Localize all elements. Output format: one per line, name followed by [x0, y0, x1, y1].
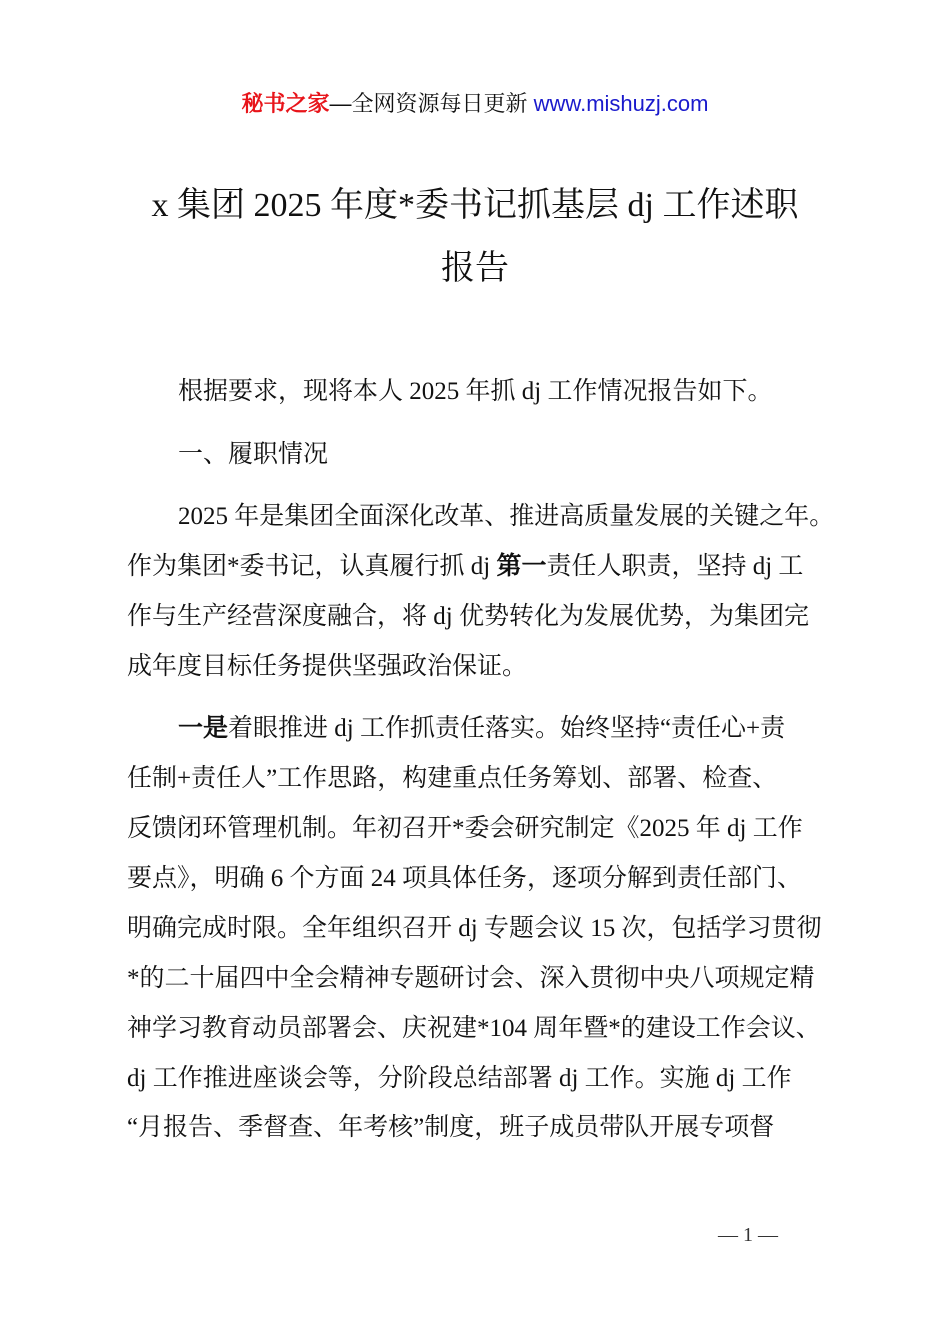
site-url: www.mishuzj.com — [533, 91, 709, 116]
text-segment: 责任人职责，坚持 dj 工 — [546, 553, 804, 580]
text-segment: 作与生产经营深度融合，将 dj 优势转化为发展优势，为集团完 — [127, 603, 809, 630]
text-segment: 神学习教育动员部署会、庆祝建*104 周年暨*的建设工作会议、 — [127, 1015, 821, 1042]
body-line — [178, 375, 772, 409]
text-segment: 要点》，明确 6 个方面 24 项具体任务，逐项分解到责任部门、 — [127, 865, 803, 892]
body-line — [127, 1062, 792, 1096]
body-line — [127, 1111, 774, 1145]
body-line — [127, 1012, 821, 1046]
body-line — [178, 438, 328, 472]
text-segment: 根据要求，现将本人 2025 年抓 dj 工作情况报告如下。 — [178, 378, 773, 405]
body-line — [178, 500, 834, 534]
bold-text: 第一 — [496, 553, 547, 580]
bold-text: 一是 — [178, 715, 229, 742]
text-segment: 成年度目标任务提供坚强政治保证。 — [127, 653, 528, 680]
document-title-line-2: 报告 — [441, 250, 509, 287]
text-segment: 作为集团*委书记，认真履行抓 dj — [127, 553, 497, 580]
body-line — [178, 712, 785, 746]
body-line — [127, 762, 777, 796]
text-segment: 反馈闭环管理机制。年初召开*委会研究制定《2025 年 dj 工作 — [127, 815, 803, 842]
text-segment: “月报告、季督查、年考核”制度，班子成员带队开展专项督 — [127, 1114, 775, 1141]
slogan: —全网资源每日更新 — [329, 91, 534, 116]
body-line — [127, 962, 815, 996]
text-segment: 2025 年是集团全面深化改革、推进高质量发展的关键之年。 — [178, 503, 835, 530]
body-line — [127, 812, 803, 846]
body-line — [127, 650, 527, 684]
page-number: — 1 — — [718, 1224, 778, 1246]
text-segment: 明确完成时限。全年组织召开 dj 专题会议 15 次，包括学习贯彻 — [127, 915, 822, 942]
text-segment: 着眼推进 dj 工作抓责任落实。始终坚持“责任心+责 — [228, 715, 786, 742]
site-watermark-header — [0, 88, 950, 120]
body-line — [127, 912, 821, 946]
text-segment: dj 工作推进座谈会等，分阶段总结部署 dj 工作。实施 dj 工作 — [127, 1065, 792, 1092]
text-segment: 任制+责任人”工作思路，构建重点任务筹划、部署、检查、 — [127, 765, 778, 792]
text-segment: *的二十届四中全会精神专题研讨会、深入贯彻中央八项规定精 — [127, 965, 815, 992]
body-line — [127, 550, 803, 584]
text-segment: 一、履职情况 — [178, 441, 329, 468]
brand-name: 秘书之家 — [241, 91, 330, 116]
body-line — [127, 862, 802, 896]
body-line — [127, 600, 809, 634]
document-title-line-1: x 集团 2025 年度*委书记抓基层 dj 工作述职 — [151, 187, 799, 224]
